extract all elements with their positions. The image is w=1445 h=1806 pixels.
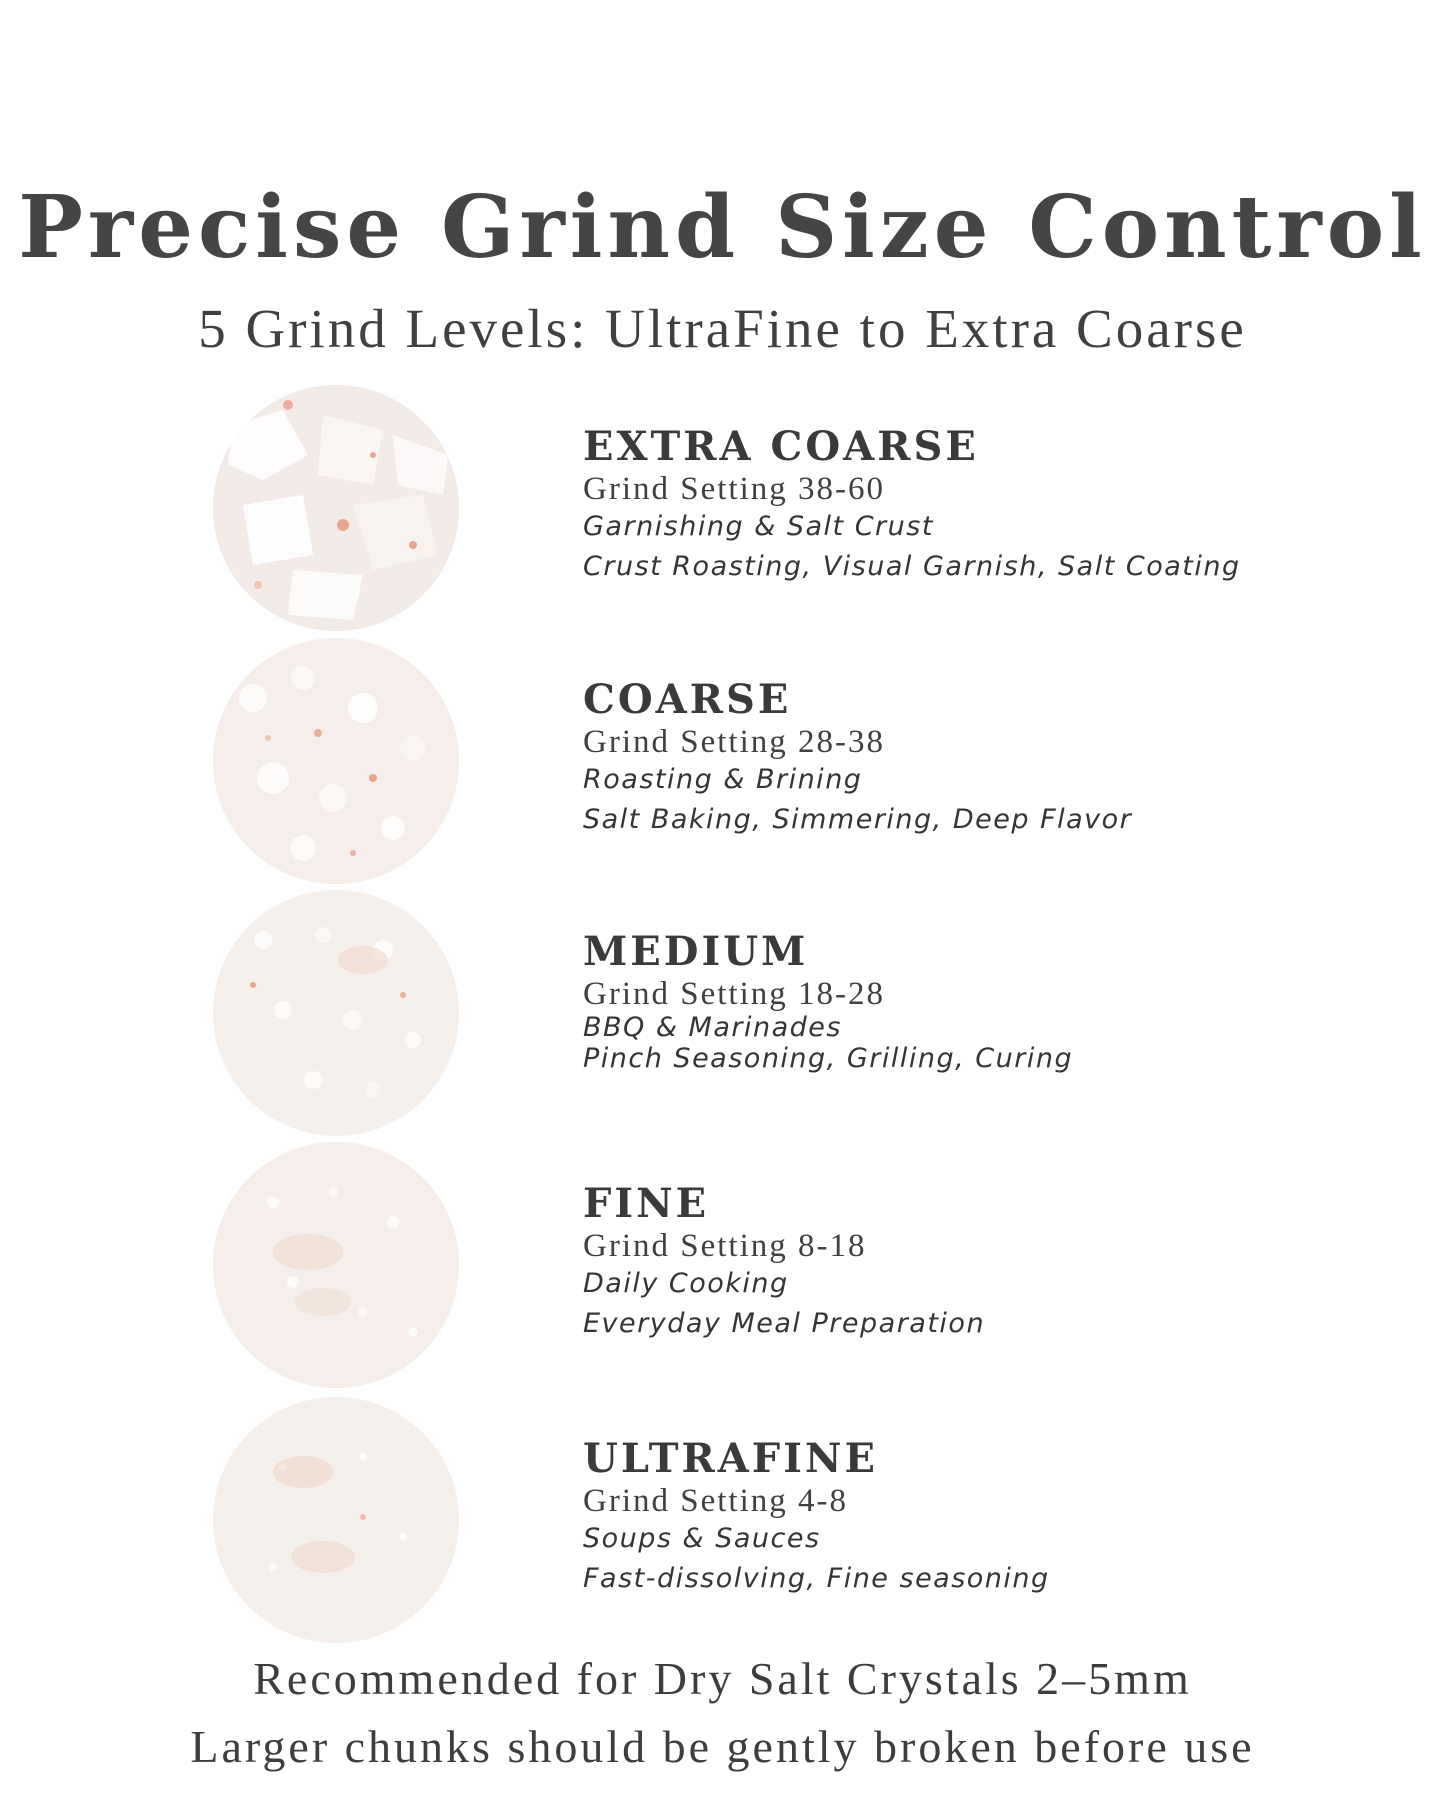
level-name: MEDIUM: [583, 928, 809, 975]
level-name: EXTRA COARSE: [583, 423, 979, 470]
footer-recommendation: Recommended for Dry Salt Crystals 2–5mm: [253, 1653, 1192, 1704]
level-use: Soups & Sauces: [583, 1523, 821, 1554]
level-name: FINE: [583, 1180, 710, 1227]
level-name: ULTRAFINE: [583, 1435, 878, 1482]
level-detail: Pinch Seasoning, Grilling, Curing: [583, 1043, 1074, 1074]
level-detail: Crust Roasting, Visual Garnish, Salt Coating: [583, 551, 1241, 582]
page-subtitle: 5 Grind Levels: UltraFine to Extra Coarse: [198, 298, 1247, 359]
salt-swatch-ultrafine-image: [213, 1397, 459, 1643]
level-use: BBQ & Marinades: [583, 1012, 842, 1043]
grind-level-medium: [0, 890, 1445, 1140]
level-detail: Salt Baking, Simmering, Deep Flavor: [583, 804, 1133, 835]
grind-level-fine: [0, 1142, 1445, 1392]
grind-level-ultrafine: [0, 1397, 1445, 1647]
level-detail: Everyday Meal Preparation: [583, 1308, 986, 1339]
level-setting: Grind Setting 4-8: [583, 1483, 848, 1519]
level-name: COARSE: [583, 676, 792, 723]
level-setting: Grind Setting 28-38: [583, 724, 885, 760]
salt-swatch-medium-image: [213, 890, 459, 1136]
grind-level-info: [583, 676, 1403, 840]
level-use: Roasting & Brining: [583, 764, 863, 795]
level-use: Daily Cooking: [583, 1268, 789, 1299]
grind-level-extra-coarse: [0, 385, 1445, 635]
salt-swatch-fine-image: [213, 1142, 459, 1388]
level-setting: Grind Setting 38-60: [583, 471, 885, 507]
grind-level-coarse: [0, 638, 1445, 888]
page-title: Precise Grind Size Control: [18, 177, 1427, 278]
level-use: Garnishing & Salt Crust: [583, 511, 934, 542]
grind-level-info: [583, 1180, 1403, 1344]
level-setting: Grind Setting 8-18: [583, 1228, 867, 1264]
grind-level-info: [583, 423, 1403, 587]
salt-swatch-extra-coarse-image: [213, 385, 459, 631]
footer-note: Larger chunks should be gently broken before use: [190, 1721, 1255, 1772]
salt-swatch-coarse-image: [213, 638, 459, 884]
level-detail: Fast-dissolving, Fine seasoning: [583, 1563, 1050, 1594]
level-setting: Grind Setting 18-28: [583, 976, 885, 1012]
grind-level-info: [583, 928, 1403, 1074]
grind-level-info: [583, 1435, 1403, 1599]
